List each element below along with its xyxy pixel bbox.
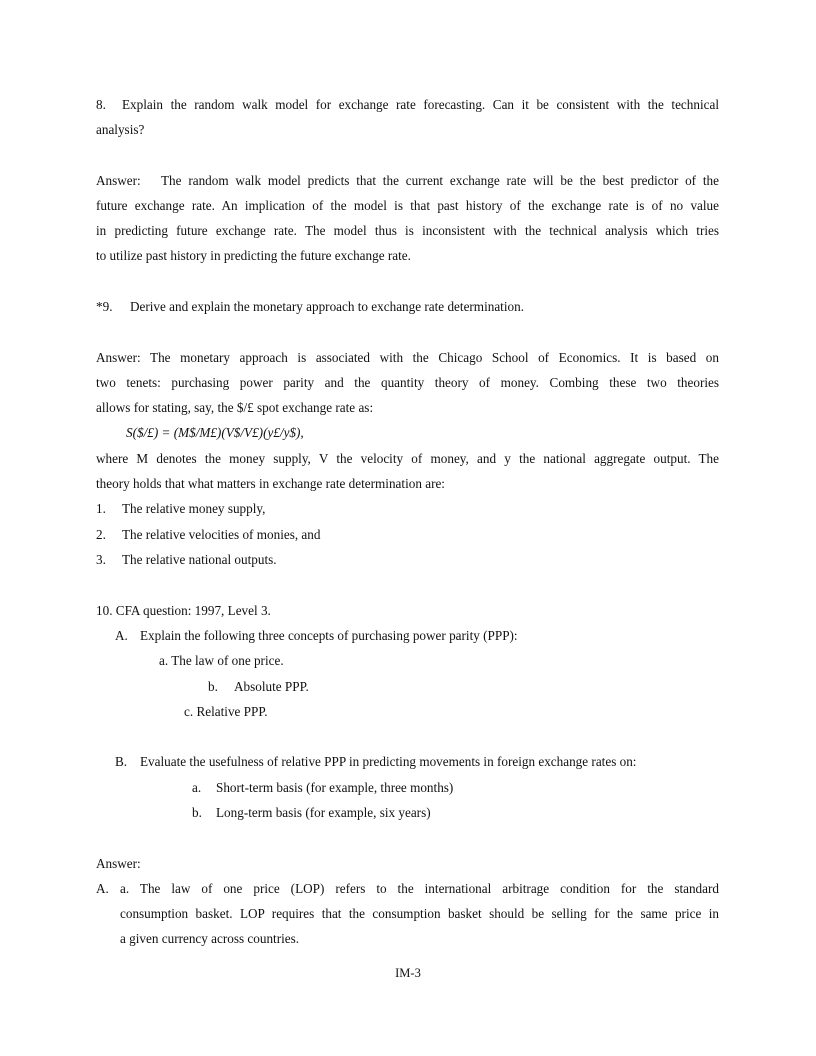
q8-answer-label: Answer: — [96, 173, 141, 188]
q8-answer-line-1: The random walk model predicts that the current exchange rate will be the best predictor of the — [161, 173, 719, 188]
q10-item-a: a. The law of one price. — [159, 653, 284, 668]
q9-answer-line-4: where M denotes the money supply, V the velocity of money, and y the national aggregate output. The — [96, 451, 719, 466]
q10-header: 10. CFA question: 1997, Level 3. — [96, 603, 271, 618]
q9-list-number-3: 3. — [96, 552, 106, 567]
q9-answer-line-1: Answer: The monetary approach is associated with the Chicago School of Economics. It is based on — [96, 350, 719, 365]
q8-number: 8. — [96, 97, 106, 112]
q10-part-b-b-text: Long-term basis (for example, six years) — [216, 805, 431, 820]
page-footer: IM-3 — [395, 966, 421, 980]
q10-answer-line-1: a. The law of one price (LOP) refers to the international arbitrage condition for the standard — [120, 881, 719, 896]
q10-part-b-label: B. — [115, 754, 128, 769]
q10-part-b-b-label: b. — [192, 805, 202, 820]
q8-question-line-1: Explain the random walk model for exchange rate forecasting. Can it be consistent with the technical — [122, 97, 719, 112]
q9-answer-line-2: two tenets: purchasing power parity and the quantity theory of money. Combing these two theories — [96, 375, 719, 390]
q9-question: Derive and explain the monetary approach to exchange rate determination. — [130, 299, 524, 314]
q10-item-c: c. Relative PPP. — [184, 704, 268, 719]
q9-list-number-2: 2. — [96, 527, 106, 542]
q9-list-number-1: 1. — [96, 501, 106, 516]
q10-answer-line-2: consumption basket. LOP requires that the consumption basket should be selling for the same price in — [120, 906, 719, 921]
q8-answer-line-3: in predicting future exchange rate. The model thus is inconsistent with the technical analysis which tries — [96, 223, 719, 238]
q10-part-a-label: A. — [115, 628, 128, 643]
q10-part-b-a-text: Short-term basis (for example, three months) — [216, 780, 454, 795]
q9-formula: S($/£) = (M$/M£)(V$/V£)(y£/y$), — [126, 425, 304, 440]
q8-question-line-2: analysis? — [96, 122, 145, 137]
q10-answer-a-label: A. — [96, 881, 109, 896]
q8-answer-line-4: to utilize past history in predicting the future exchange rate. — [96, 248, 411, 263]
q10-answer-line-3: a given currency across countries. — [120, 931, 300, 946]
q10-part-b-a-label: a. — [192, 780, 202, 795]
q10-part-b-text: Evaluate the usefulness of relative PPP in predicting movements in foreign exchange rates on: — [140, 754, 637, 769]
q10-item-b-label: b. — [208, 679, 218, 694]
q9-answer-line-3: allows for stating, say, the $/£ spot exchange rate as: — [96, 400, 374, 415]
q8-answer-line-2: future exchange rate. An implication of the model is that past history of the exchange rate is of no value — [96, 198, 719, 213]
q10-part-a-text: Explain the following three concepts of purchasing power parity (PPP): — [140, 628, 518, 643]
q9-list-item-2: The relative velocities of monies, and — [122, 527, 321, 542]
q9-list-item-3: The relative national outputs. — [122, 552, 277, 567]
q10-item-b-text: Absolute PPP. — [234, 679, 309, 694]
q9-answer-line-5: theory holds that what matters in exchange rate determination are: — [96, 476, 445, 491]
q9-list-item-1: The relative money supply, — [122, 501, 266, 516]
q10-answer-label: Answer: — [96, 856, 141, 871]
q9-number: *9. — [96, 299, 113, 314]
